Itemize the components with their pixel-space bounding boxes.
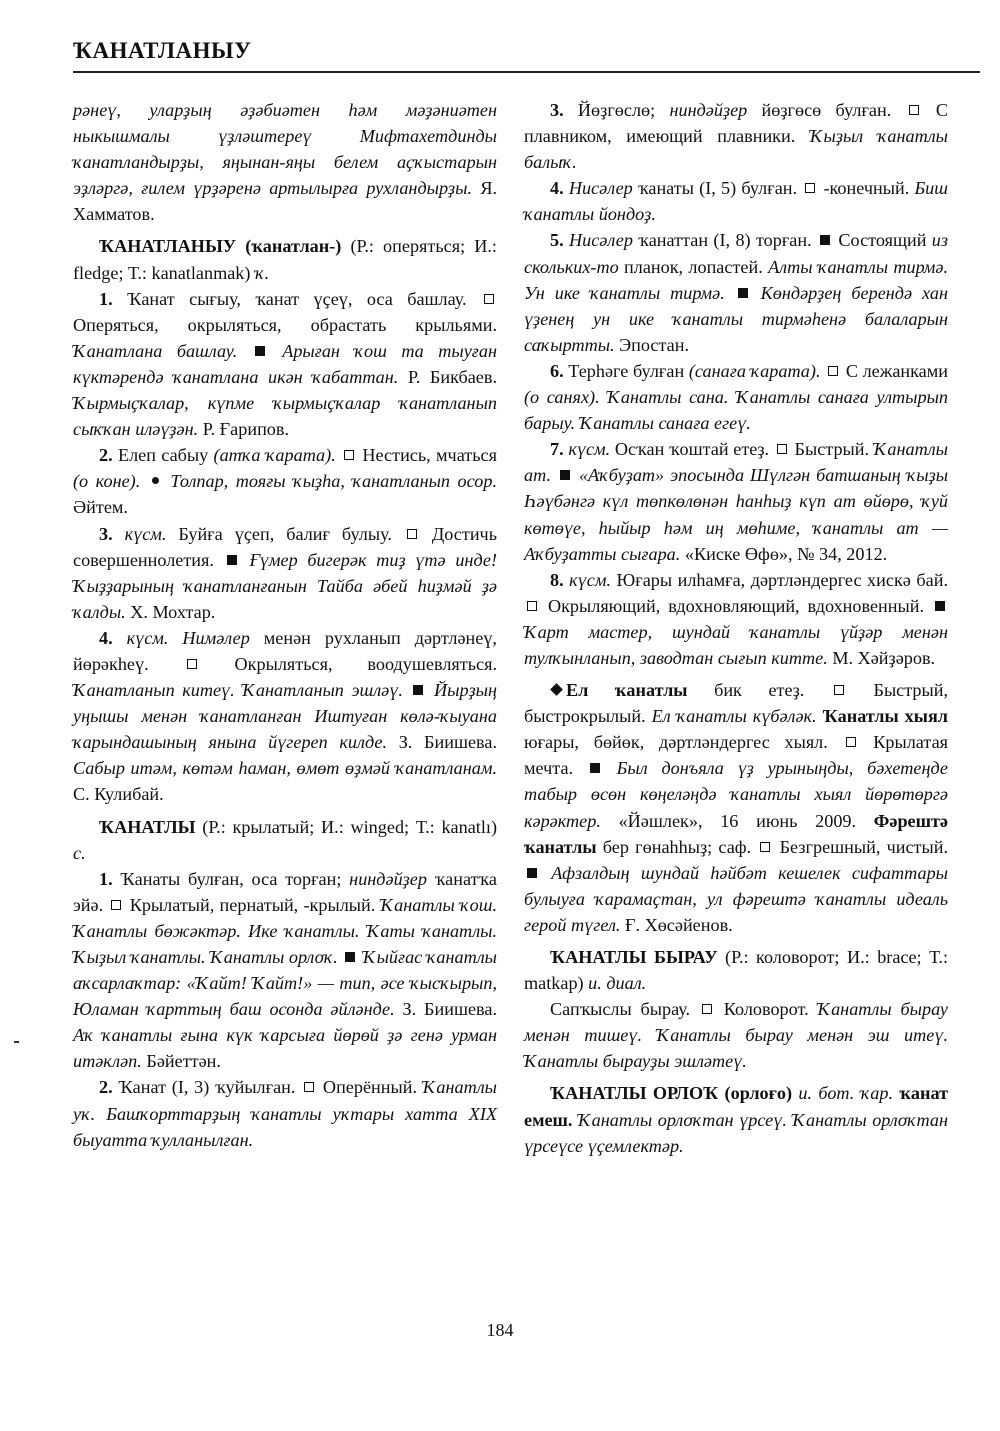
headword-text: ҡанат емеш. xyxy=(524,1083,949,1130)
italic-text: с. xyxy=(73,842,86,863)
body-text: бер гөнаһһыҙ; саф. xyxy=(596,836,758,857)
headword-text: 7. xyxy=(550,439,564,460)
italic-text: (атҡа ҡарата). xyxy=(213,445,336,466)
body-text: бик етеҙ. xyxy=(687,680,831,701)
dictionary-entry xyxy=(524,1080,948,1158)
example-marker-icon xyxy=(820,235,830,245)
body-text: Быстрый. xyxy=(789,439,874,460)
headword-text: Ел ҡанатлы xyxy=(566,680,688,701)
italic-text: Ҡанатлы уҡ. Башҡорттарҙың ҡанатлы уҡтары хатта XIX быуатта ҡулланылған. xyxy=(73,1077,497,1150)
italic-text: күсм. Нимәлер xyxy=(112,627,250,648)
italic-text: Ҡанатлана башлау. xyxy=(73,340,238,361)
italic-text: и. диал. xyxy=(588,973,647,994)
body-text xyxy=(338,947,343,967)
italic-text: Сабыр итәм, көтәм һаман, өмөт өҙмәй ҡанатланам. xyxy=(73,758,497,779)
russian-equivalent-marker-icon xyxy=(828,366,838,376)
body-text: менән рухланып дәртләнеү, йөрәкһеү. xyxy=(73,627,497,674)
italic-text: ҡ. xyxy=(255,262,270,283)
headword-text: 6. xyxy=(550,360,564,381)
headword-text: ҠАНАТЛАНЫУ (ҡанатлан-) xyxy=(99,236,342,257)
body-text: планок, лопастей. xyxy=(618,256,769,277)
body-text xyxy=(140,471,148,491)
body-text xyxy=(725,283,735,303)
russian-equivalent-marker-icon xyxy=(527,601,537,611)
body-text: ҡанаттан (I, 8) торған. xyxy=(632,230,818,251)
body-text xyxy=(551,465,557,485)
body-text: Коловорот. xyxy=(714,999,818,1020)
body-text xyxy=(403,680,411,700)
body-text: Буйға үҫеп, балиғ булыу. xyxy=(166,523,404,544)
headword-text: 2. xyxy=(99,1077,113,1098)
body-text xyxy=(821,361,826,381)
headword-text: Ҡанатлы хыял xyxy=(822,706,949,727)
headword-text: ҠАНАТЛЫ ОРЛОҠ (орлоғо) xyxy=(550,1083,793,1104)
body-text: Я. Хамматов. xyxy=(73,178,497,225)
headword-text: 4. xyxy=(550,178,564,199)
sense-paragraph xyxy=(73,442,497,520)
italic-text: ниндәйҙер xyxy=(349,868,427,889)
idiom-block xyxy=(524,677,948,938)
body-text: З. Биишева. xyxy=(394,999,497,1020)
body-text: Крылатый, пернатый, -крылый. xyxy=(124,894,381,915)
russian-equivalent-marker-icon xyxy=(111,900,121,910)
russian-equivalent-marker-icon xyxy=(702,1004,712,1014)
italic-text: Ҡарт мастер, шундай ҡанатлы үйҙәр менән тулҡынланып, заводтан сығып китте. xyxy=(524,621,948,668)
russian-equivalent-marker-icon xyxy=(805,183,815,193)
sense-paragraph xyxy=(524,436,948,566)
sense-paragraph xyxy=(73,286,497,443)
body-text: Юғары илһамға, дәртләндергес хискә бай. xyxy=(611,569,949,590)
headword-text: Фәрештә ҡанатлы xyxy=(524,810,948,857)
body-text: Состоящий xyxy=(833,230,932,251)
body-text: Быстрый, быстрокрылый. xyxy=(524,680,948,727)
body-text: З. Биишева. xyxy=(387,732,497,753)
sense-paragraph xyxy=(73,1074,497,1152)
russian-equivalent-marker-icon xyxy=(304,1082,314,1092)
headword-text: 8. xyxy=(550,569,564,590)
body-text xyxy=(237,341,251,361)
body-text: Әйтем. xyxy=(73,497,128,518)
headword-text: 2. xyxy=(99,445,113,466)
body-text: Ҡанаты булған, оса торған; xyxy=(112,868,350,889)
body-text: ҡанаты (I, 5) булған. xyxy=(632,178,803,199)
body-text: М. Хәйҙәров. xyxy=(827,647,936,668)
body-text: Оперяться, окрыляться, обрастать крыльями. xyxy=(73,314,497,335)
italic-text: и. бот. ҡар. xyxy=(792,1083,894,1104)
italic-text: күсм. xyxy=(563,439,611,460)
body-text: Р. Ғарипов. xyxy=(198,419,290,440)
sense-paragraph xyxy=(73,521,497,625)
sense-paragraph xyxy=(73,866,497,1075)
dictionary-entry xyxy=(73,814,497,866)
russian-equivalent-marker-icon xyxy=(834,685,844,695)
italic-text: Биш ҡанатлы йондоҙ. xyxy=(524,178,948,225)
body-text: Осҡан ҡоштай етеҙ. xyxy=(610,439,774,460)
body-text: (Р.: коловорот; И.: brace; Т.: matkap) xyxy=(524,947,948,994)
example-marker-icon xyxy=(560,470,570,480)
running-head: ҠАНАТЛАНЫУ xyxy=(73,38,252,63)
example-marker-icon xyxy=(738,288,748,298)
italic-text: Ҡанатлы ат. xyxy=(524,439,948,486)
body-text: Оперённый. xyxy=(317,1077,423,1098)
italic-text: Ел ҡанатлы күбәләк. xyxy=(651,706,817,727)
italic-text: Ҡыҙыл ҡанатлы балыҡ. xyxy=(524,126,948,173)
body-text: -конечный. xyxy=(818,178,915,199)
body-text: Сапҡыслы бырау. xyxy=(550,999,699,1020)
italic-text: күсм. xyxy=(563,569,612,590)
example-marker-icon xyxy=(935,601,945,611)
idiom-marker-icon xyxy=(550,683,563,696)
body-text: Эпостан. xyxy=(614,334,690,355)
sense-paragraph xyxy=(524,996,948,1074)
body-text: Ҡанат (I, 3) ҡуйылған. xyxy=(112,1077,302,1098)
russian-equivalent-marker-icon xyxy=(187,659,197,669)
italic-text: «Аҡбуҙат» эпосында Шүлгән батшаның ҡыҙы Һәүбәнгә күл төпкөлөнән һанһыҙ күп ат өйөрө, ҡуй көтөүе, һыйыр һәм иң мөһиме, ҡанатлы ат — Аҡбуҙатты сығара. xyxy=(524,465,949,564)
body-text: (Р.: крылатый; И.: winged; Т.: kanatlı) xyxy=(195,816,497,837)
right-column xyxy=(524,97,948,1159)
italic-text: Ҡанатланып китеү. Ҡанатланып эшләү. xyxy=(73,680,403,701)
russian-equivalent-marker-icon xyxy=(909,105,919,115)
italic-text: (санаға ҡарата). xyxy=(688,360,821,381)
left-column xyxy=(73,97,497,1153)
headword-text: 5. xyxy=(550,230,564,251)
italic-text: Нисәлер xyxy=(563,178,633,199)
italic-text: Был донъяла үҙ урыныңды, бәхетеңде табыр өсөн көңеләңдә ҡанатлы хыял йөрөтөргә кәрәктер. xyxy=(524,758,948,831)
russian-equivalent-marker-icon xyxy=(760,842,770,852)
sense-paragraph xyxy=(524,358,948,436)
sense-paragraph xyxy=(524,97,948,175)
body-text: Ҡанат сығыу, ҡанат үҫеү, оса башлау. xyxy=(112,288,481,309)
russian-equivalent-marker-icon xyxy=(407,529,417,539)
body-text: (Р.: оперяться; И.: fledge; Т.: kanatlanmak) xyxy=(73,236,497,283)
sense-paragraph xyxy=(524,175,948,227)
italic-text: Толпар, тояғы ҡыҙһа, ҡанатланып осор. xyxy=(162,471,497,492)
example-marker-icon xyxy=(590,763,600,773)
body-text: «Киске Өфө», № 34, 2012. xyxy=(680,543,888,564)
italic-text: из скольких-то xyxy=(524,230,948,277)
italic-text: ниндәйҙер xyxy=(669,100,748,120)
proverb-marker-icon xyxy=(152,477,159,484)
example-marker-icon xyxy=(227,555,237,565)
italic-text: Йырҙың уңышы менән ҡанатланған Иштуған көлә-ҡыуана ҡарындашының янына йүгереп килде. xyxy=(73,680,498,753)
italic-text: рәнеү, уларҙың әҙәбиәтен һәм мәҙәниәтен ныкышмалы үҙләштереү Мифтахетдинды ҡанатландырҙы, яңынан-яңы белем аҫҡыстарын эҙләргә, ғилем үрҙәренә артылырға рухландырҙы. xyxy=(73,100,497,199)
body-text xyxy=(336,445,341,465)
body-text: Х. Мохтар. xyxy=(125,601,216,622)
headword-text: ҠАНАТЛЫ xyxy=(99,816,196,837)
body-text: Терһәге булған xyxy=(563,360,689,381)
dictionary-entry xyxy=(73,233,497,285)
body-text: Достичь совершеннолетия. xyxy=(73,523,497,570)
italic-text: Ғүмер бигерәк тиҙ үтә инде! Ҡыҙҙарының ҡанатланғанын Тайба әбей һиҙмәй ҙә ҡалды. xyxy=(73,549,498,622)
italic-text: Нисәлер xyxy=(563,230,633,251)
body-text: Бәйеттән. xyxy=(141,1051,221,1072)
body-text: Елеп сабыу xyxy=(112,445,214,466)
italic-text: күсм. xyxy=(112,523,167,544)
italic-text: Ҡанатлы ҡош. Ҡанатлы бөжәктәр. Ике ҡанатлы. Ҡаты ҡанатлы. Ҡыҙыл ҡанатлы. Ҡанатлы орлоҡ. xyxy=(73,894,497,967)
italic-text: Ҡырмыҫҡалар, күпме ҡырмыҫҡалар ҡанатланып сыҡҡан иләүҙән. xyxy=(73,393,497,440)
headword-text: 1. xyxy=(99,288,113,309)
header-rule xyxy=(73,71,980,73)
dictionary-entry xyxy=(524,944,948,996)
headword-text: 3. xyxy=(99,523,113,544)
continued-paragraph xyxy=(73,97,497,227)
headword-text: 4. xyxy=(99,627,113,648)
italic-text: Ҡанатлы орлоҡтан үрсеү. Ҡанатлы орлоҡтан үрсеүсе үҫемлектәр. xyxy=(524,1109,949,1156)
body-text: «Йәшлек», 16 июнь 2009. xyxy=(600,810,874,831)
body-text: Безгрешный, чистый. xyxy=(773,836,949,857)
russian-equivalent-marker-icon xyxy=(344,450,354,460)
russian-equivalent-marker-icon xyxy=(846,737,856,747)
example-marker-icon xyxy=(345,952,355,962)
example-marker-icon xyxy=(413,685,423,695)
body-text: С. Кулибай. xyxy=(73,784,164,805)
page-number: 184 xyxy=(486,1320,514,1340)
italic-text: (о коне). xyxy=(73,471,141,492)
russian-equivalent-marker-icon xyxy=(777,444,787,454)
body-text: юғары, бөйөк, дәртләндергес хыял. xyxy=(524,732,843,753)
italic-text: (о санях). Ҡанатлы сана. Ҡанатлы санаға ултырып барыу. Ҡанатлы санаға егеү. xyxy=(524,387,948,434)
body-text: Ғ. Хөсәйенов. xyxy=(620,914,733,935)
russian-equivalent-marker-icon xyxy=(484,294,494,304)
sense-paragraph xyxy=(73,625,497,808)
italic-text: Көндәрҙең берендә хан үҙенең ун ике ҡанатлы тирмәһенә балаларын саҡыртты. xyxy=(524,282,948,355)
italic-text: Ҡыйғас ҡанатлы аҡсарлаҡтар: «Ҡайт! Ҡайт!» — тип, әсе ҡысҡырып, Юламан ҡарттың баш осонда әйләнде. xyxy=(73,947,497,1020)
example-marker-icon xyxy=(527,868,537,878)
italic-text: Афзалдың шундай һәйбәт кешелек сифаттары булыуға ҡарамаҫтан, ул фәрештә ҡанатлы идеаль герой түгел. xyxy=(524,862,948,935)
italic-text: Аҡ ҡанатлы ғына күк ҡарсыға йөрөй ҙә генә урман итәкләп. xyxy=(73,1025,497,1072)
headword-text: ҠАНАТЛЫ БЫРАУ xyxy=(550,947,718,967)
stray-print-mark xyxy=(14,1041,19,1043)
body-text: С плавником, имеющий плавники. xyxy=(524,100,948,147)
body-text: ҡанатҡа эйә. xyxy=(73,868,497,915)
body-text: Крылатая мечта. xyxy=(524,732,949,779)
body-text: Йөҙгөслө; xyxy=(563,100,670,120)
headword-text: 3. xyxy=(550,100,564,120)
italic-text: Арыған ҡош та тыуған күктәрендә ҡанатлана икән ҡабаттан. xyxy=(73,340,497,387)
body-text: Окрыляться, воодушевляться. xyxy=(199,653,497,674)
italic-text: Ҡанатлы бырау менән тишеү. Ҡанатлы бырау менән эш итеү. Ҡанатлы бырауҙы эшләтеү. xyxy=(524,999,948,1072)
sense-paragraph xyxy=(524,227,948,357)
example-marker-icon xyxy=(255,346,265,356)
body-text: Окрыляющий, вдохновляющий, вдохновенный. xyxy=(540,595,932,616)
headword-text: 1. xyxy=(99,868,113,889)
body-text: йөҙгөсө булған. xyxy=(747,100,906,120)
italic-text: Алты ҡанатлы тирмә. Ун ике ҡанатлы тирмә. xyxy=(524,256,948,303)
sense-paragraph xyxy=(524,567,948,671)
body-text: Нестись, мчаться xyxy=(357,445,497,466)
body-text: Р. Бикбаев. xyxy=(398,366,497,387)
body-text: С лежанками xyxy=(841,360,948,381)
